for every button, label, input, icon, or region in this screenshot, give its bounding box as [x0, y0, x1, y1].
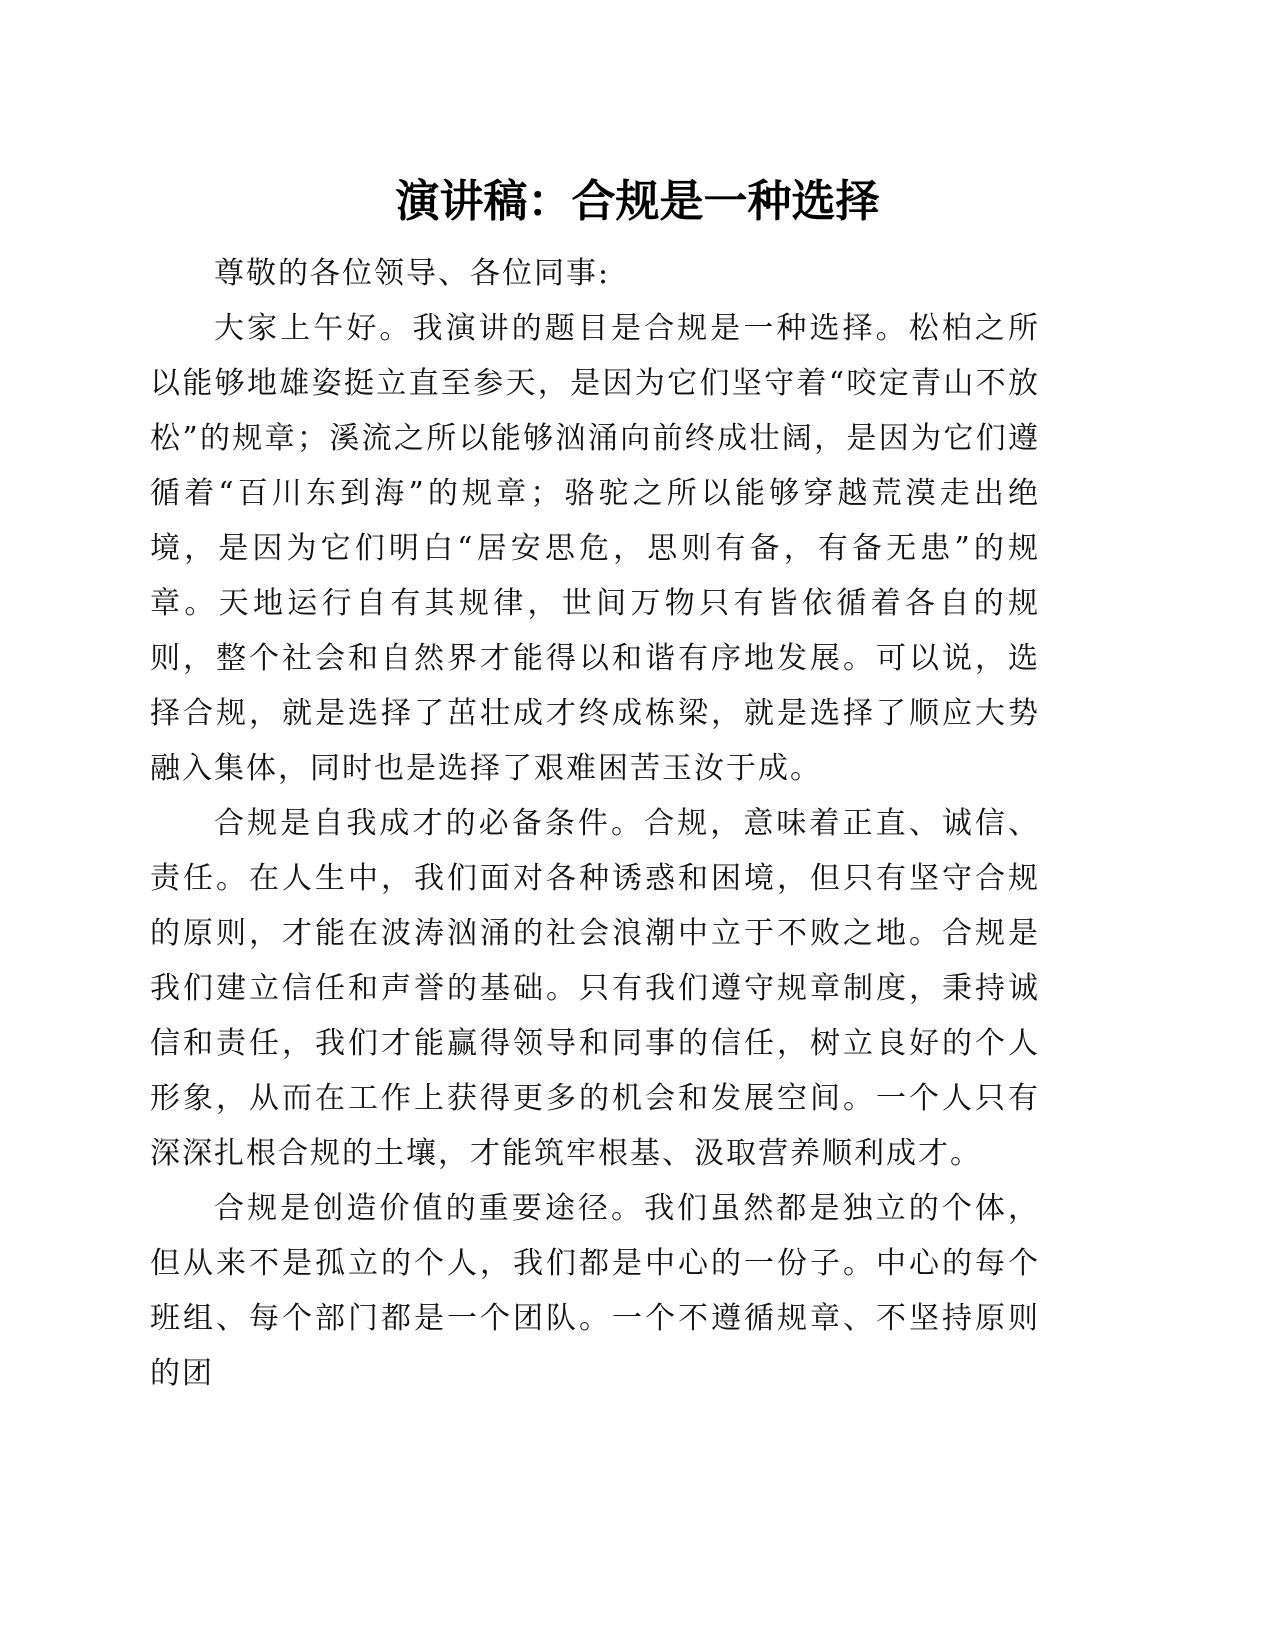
paragraph-creating-value: 合规是创造价值的重要途径。我们虽然都是独立的个体，但从来不是孤立的个人，我们都是中心的一份子。中心的每个班组、每个部门都是一个团队。一个不遵循规章、不坚持原则的团 [150, 1191, 1040, 1391]
document-title: 演讲稿：合规是一种选择 [395, 176, 880, 227]
document-body [150, 246, 1040, 1401]
paragraph-introduction: 大家上午好。我演讲的题目是合规是一种选择。松柏之所以能够地雄姿挺立直至参天，是因为它们坚守着“咬定青山不放松”的规章；溪流之所以能够汹涌向前终成壮阔，是因为它们遵循着“百川东到海”的规章；骆驼之所以能够穿越荒漠走出绝境，是因为它们明白“居安思危，思则有备，有备无患”的规章。天地运行自有其规律，世间万物只有皆依循着各自的规则，整个社会和自然界才能得以和谐有序地发展。可以说，选择合规，就是选择了茁壮成才终成栋梁，就是选择了顺应大势融入集体，同时也是选择了艰难困苦玉汝于成。 [150, 311, 1040, 786]
paragraph-salutation: 尊敬的各位领导、各位同事: [214, 256, 611, 291]
paragraph-self-growth: 合规是自我成才的必备条件。合规，意味着正直、诚信、责任。在人生中，我们面对各种诱惑和困境，但只有坚守合规的原则，才能在波涛汹涌的社会浪潮中立于不败之地。合规是我们建立信任和声誉的基础。只有我们遵守规章制度，秉持诚信和责任，我们才能赢得领导和同事的信任，树立良好的个人形象，从而在工作上获得更多的机会和发展空间。一个人只有深深扎根合规的土壤，才能筑牢根基、汲取营养顺利成才。 [150, 806, 1040, 1171]
